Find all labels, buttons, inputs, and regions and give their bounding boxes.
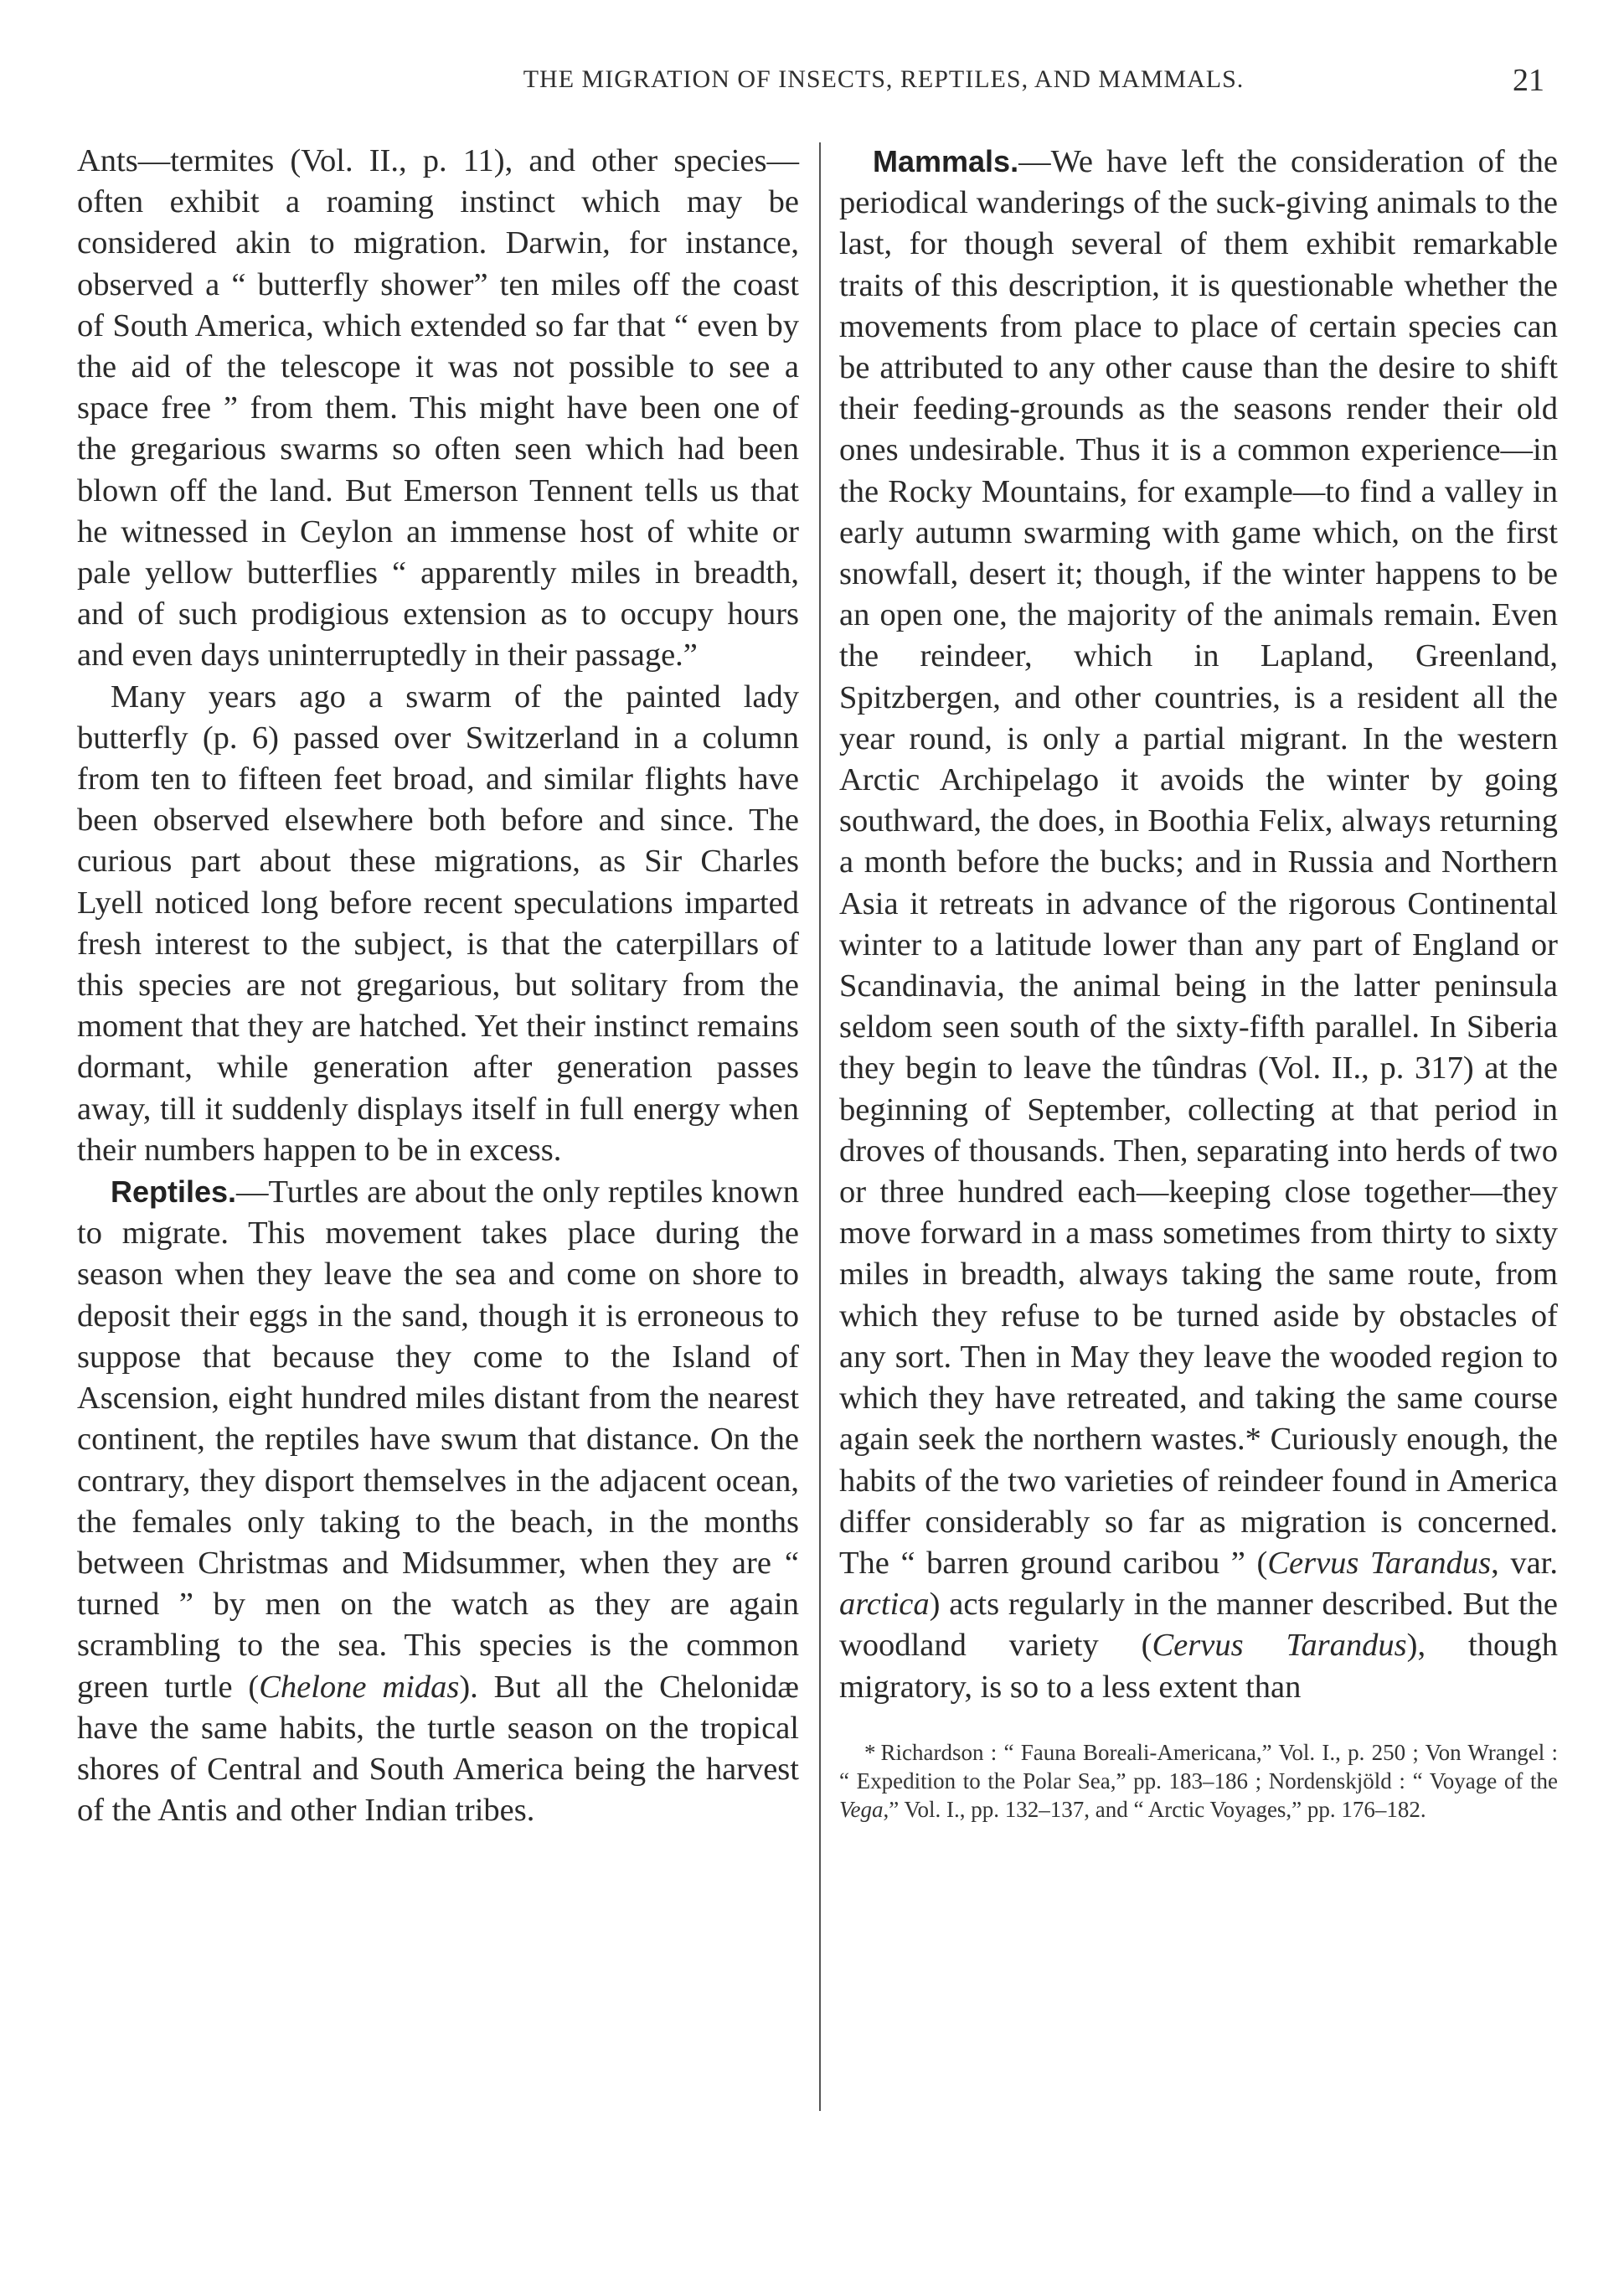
reptiles-heading: Reptiles. — [111, 1174, 237, 1210]
page-number: 21 — [1513, 63, 1544, 98]
running-title: THE MIGRATION OF INSECTS, REPTILES, AND MAMMALS. — [523, 65, 1245, 93]
section-reptiles — [77, 1171, 799, 1831]
column-divider — [819, 142, 821, 2111]
mammals-heading: Mammals. — [873, 144, 1019, 178]
section-mammals — [839, 141, 1558, 1708]
paragraph-painted-lady: Many years ago a swarm of the painted lady butterfly (p. 6) passed over Switzerland in a column from ten to fifteen feet broad, and similar flights have been observed elsewhere both before and since. The curious part about these migrations, as Sir Charles Lyell noticed long before recent speculations imparted fresh interest to the subject, is that the caterpillars of this species are not gregarious, but solitary from the moment that they are hatched. Yet their instinct remains dormant, while generation after generation passes away, till it suddenly displays itself in full energy when their numbers happen to be in excess. — [77, 679, 799, 1168]
right-column — [839, 141, 1558, 1824]
mammals-text-2: , var. — [1491, 1545, 1558, 1581]
footnote-mark: * — [864, 1739, 876, 1765]
reptiles-species-name: Chelone midas — [259, 1669, 460, 1705]
footnote — [839, 1738, 1558, 1824]
footnote-text-1: Richardson : “ Fauna Boreali-Americana,” Vol. I., p. 250 ; Von Wrangel : “ Expedition to the Polar Sea,” pp. 183–186 ; Nordenskjöld : “ Voyage of the — [839, 1739, 1558, 1793]
paragraph-ants: Ants—termites (Vol. II., p. 11), and other species—often exhibit a roaming instinct which may be considered akin to migration. Darwin, for instance, observed a “ butterfly shower” ten miles off the coast of South America, which extended so far that “ even by the aid of the telescope it was not possible to see a space free ” from them. This might have been one of the gregarious swarms so often seen which had been blown off the land. But Emerson Tennent tells us that he witnessed in Ceylon an immense host of white or pale yellow butterflies “ apparently miles in breadth, and of such prodigious extension as to occupy hours and even days uninterruptedly in their passage.” — [77, 143, 799, 674]
left-column — [77, 141, 799, 1831]
mammals-species-name-1: Cervus Tarandus — [1267, 1545, 1492, 1581]
mammals-species-name-2: Cervus Tarandus — [1152, 1628, 1407, 1664]
mammals-text-1: —We have left the consideration of the periodical wanderings of the suck-giving animals to the last, for though several of them exhibit remarkable traits of this description, it is questionable whether the movements from place to place of certain species can be attributed to any other cause than the desire to shift their feeding-grounds as the seasons render their old ones undesirable. Thus it is a common experience—in the Rocky Mountains, for example—to find a valley in early autumn swarming with game which, on the first snowfall, desert it; though, if the winter happens to be an open one, the majority of the animals remain. Even the reindeer, which in Lapland, Greenland, Spitzbergen, and other countries, is a resident all the year round, is only a partial migrant. In the western Arctic Archipelago it avoids the winter by going southward, the does, in Boothia Felix, always returning a month before the bucks; and in Russia and Northern Asia it retreats in advance of the rigorous Continental winter to a latitude lower than any part of England or Scandinavia, the animal being in the latter peninsula seldom seen south of the sixty-fifth parallel. In Siberia they begin to leave the tûndras (Vol. II., p. 317) at the beginning of September, collecting at that period in droves of thousands. Then, separating into herds of two or three hundred each—keeping close together—they move forward in a mass sometimes from thirty to sixty miles in breadth, always taking the same route, from which they refuse to be turned aside by obstacles of any sort. Then in May they leave the wooded region to which they have retreated, and taking the same course again seek the northern wastes.* Curiously enough, the habits of the two varieties of reindeer found in America differ considerably so far as migration is concerned. The “ barren ground caribou ” ( — [839, 144, 1558, 1581]
mammals-text-4: ), though migratory, is so to a less extent than — [839, 1628, 1558, 1705]
reptiles-text-2: ). But all the Chelonidæ have the same habits, the turtle season on the tropical shores of Central and South America being the harvest of the Antis and other Indian tribes. — [77, 1669, 799, 1829]
footnote-text-2: ,” Vol. I., pp. 132–137, and “ Arctic Voyages,” pp. 176–182. — [883, 1796, 1426, 1822]
footnote-ship-name: Vega — [839, 1796, 884, 1822]
mammals-text-3: ) acts regularly in the manner described. But the woodland variety ( — [839, 1587, 1558, 1664]
mammals-variety-name: arctica — [839, 1587, 930, 1623]
reptiles-text-1: —Turtles are about the only reptiles known to migrate. This movement takes place during the season when they leave the sea and come on shore to deposit their eggs in the sand, though it is erroneous to suppose that because they come to the Island of Ascension, eight hundred miles distant from the nearest continent, the reptiles have swum that distance. On the contrary, they disport themselves in the adjacent ocean, the females only taking to the beach, in the months between Christmas and Midsummer, when they are “ turned ” by men on the watch as they are again scrambling to the sea. This species is the common green turtle ( — [77, 1174, 799, 1705]
